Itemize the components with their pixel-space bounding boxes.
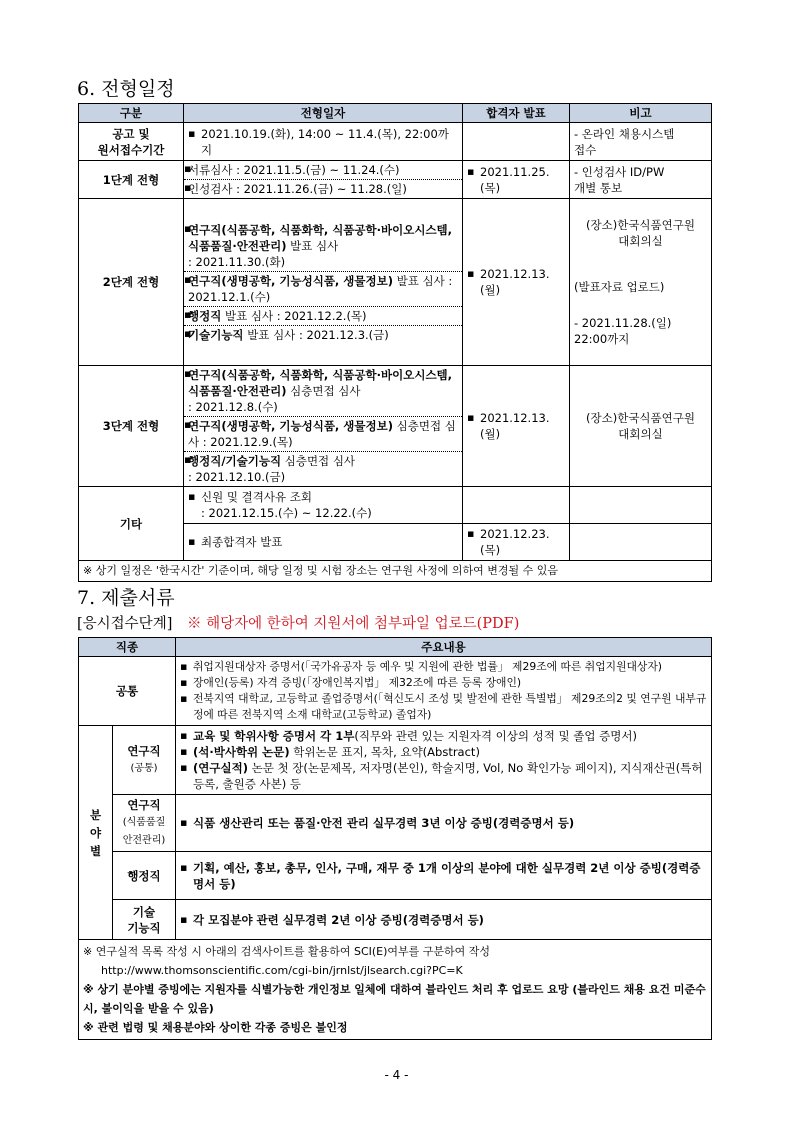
stage1-result: ▪ 2021.11.25.(목) bbox=[467, 164, 565, 196]
stage2-note-place: (장소)한국식품연구원 대회의실 bbox=[586, 218, 695, 248]
stage3-date-1: ▪ 연구직(식품공학, 식품화학, 식품공학·바이오시스템, 식품품질·안전관리) 심층면접 심사 : 2021.12.8.(수) bbox=[184, 366, 462, 416]
stage1-date-2: ▪ 인성검사 : 2021.11.26.(금) ~ 11.28.(일) bbox=[184, 179, 462, 198]
docs-footnote-3: ※ 관련 법령 및 채용분야와 상이한 각종 증빙은 불인정 bbox=[83, 1021, 348, 1034]
notice-note: - 온라인 채용시스템 접수 bbox=[570, 123, 712, 161]
row-label-notice: 공고 및 원서접수기간 bbox=[79, 123, 184, 161]
schedule-table bbox=[78, 103, 712, 582]
research-item-1: ▪ 교육 및 학위사항 증명서 각 1부(직무와 관련 있는 지원자격 이상의 성적 및 졸업 증명서) bbox=[180, 728, 707, 744]
col-header-date: 전형일자 bbox=[184, 104, 463, 123]
stage2-result: ▪ 2021.12.13.(월) bbox=[467, 266, 565, 298]
col-header-job: 직종 bbox=[79, 638, 176, 657]
row-sublabel-quality: (식품품질 안전관리) bbox=[122, 817, 166, 846]
stage1-date-1: ▪ 서류심사 : 2021.11.5.(금) ~ 11.24.(수) bbox=[184, 161, 462, 179]
section-7-title: 7. 제출서류 bbox=[77, 587, 175, 609]
row-label-tech: 기술 기능직 bbox=[113, 900, 176, 940]
stage3-result: ▪ 2021.12.13.(월) bbox=[467, 410, 565, 442]
stage2-date-4: ▪ 기술기능직 발표 심사 : 2021.12.3.(금) bbox=[184, 325, 462, 344]
stage2-date-3: ▪ 행정직 발표 심사 : 2021.12.2.(목) bbox=[184, 306, 462, 325]
common-item-3: ▪ 전북지역 대학교, 고등학교 졸업증명서(「혁신도시 조성 및 발전에 관한 특별법」 제29조의2 및 연구원 내부규정에 따른 전북지역 소재 대학교(고등학교) 졸업자) bbox=[180, 691, 707, 723]
stage3-date-3: ▪ 행정직/기술기능직 심층면접 심사 : 2021.12.10.(금) bbox=[184, 451, 462, 486]
quality-item-1: ▪ 식품 생산관리 또는 품질·안전 관리 실무경력 3년 이상 증빙(경력증명서 등) bbox=[180, 815, 707, 831]
col-header-result: 합격자 발표 bbox=[463, 104, 570, 123]
col-header-content: 주요내용 bbox=[176, 638, 712, 657]
col-header-note: 비고 bbox=[570, 104, 712, 123]
research-item-3: ▪ (연구실적) 논문 첫 장(논문제목, 저자명(본인), 학술지명, Vol, No 확인가능 페이지), 지식재산권(특허 등록, 출원증 사본) 등 bbox=[180, 760, 707, 792]
etc-result: ▪ 2021.12.23.(목) bbox=[467, 526, 565, 558]
stage3-note: (장소)한국식품연구원 대회의실 bbox=[570, 366, 712, 487]
row-label-etc: 기타 bbox=[79, 487, 184, 561]
etc-date-1: ▪ 신원 및 결격사유 조회 : 2021.12.15.(수) ~ 12.22.(수) bbox=[188, 489, 458, 521]
row-label-research: 연구직 bbox=[127, 744, 161, 758]
common-item-2: ▪ 장애인(등록) 자격 증빙(「장애인복지법」 제32조에 따른 등록 장애인) bbox=[180, 675, 707, 691]
section-7-upload-notice: ※ 해당자에 한하여 지원서에 첨부파일 업로드(PDF) bbox=[186, 616, 520, 632]
section-6-title: 6. 전형일정 bbox=[77, 78, 175, 100]
documents-table bbox=[78, 637, 712, 1040]
row-label-admin: 행정직 bbox=[113, 852, 176, 900]
schedule-footnote: ※ 상기 일정은 '한국시간' 기준이며, 해당 일정 및 시험 장소는 연구원 사정에 의하여 변경될 수 있음 bbox=[79, 561, 712, 582]
col-header-category: 구분 bbox=[79, 104, 184, 123]
page-number: - 4 - bbox=[384, 1068, 409, 1082]
row-label-stage2: 2단계 전형 bbox=[79, 199, 184, 366]
stage2-date-2: ▪ 연구직(생명공학, 기능성식품, 생물정보) 발표 심사 : 2021.12.1.(수) bbox=[184, 271, 462, 306]
tech-item-1: ▪ 각 모집분야 관련 실무경력 2년 이상 증빙(경력증명서 등) bbox=[180, 912, 707, 928]
docs-footnote-1: ※ 연구실적 목록 작성 시 아래의 검색사이트를 활용하여 SCI(E)여부를 구분하여 작성 bbox=[83, 945, 491, 958]
common-item-1: ▪ 취업지원대상자 증명서(「국가유공자 등 예우 및 지원에 관한 법률」 제29조에 따른 취업지원대상자) bbox=[180, 659, 707, 675]
row-label-quality: 연구직 bbox=[127, 798, 161, 812]
docs-footnote-url: http://www.thomsonscientific.com/cgi-bin/jrnlst/jlsearch.cgi?PC=K bbox=[101, 964, 463, 977]
stage1-note: - 인성검사 ID/PW 개별 통보 bbox=[570, 161, 712, 199]
stage2-note-deadline: - 2021.11.28.(일) 22:00까지 bbox=[574, 316, 672, 346]
group-label-by-field: 분 야 별 bbox=[79, 726, 113, 940]
stage2-date-1: ▪ 연구직(식품공학, 식품화학, 식품공학·바이오시스템, 식품품질·안전관리) 발표 심사 : 2021.11.30.(화) bbox=[184, 221, 462, 271]
admin-item-1: ▪ 기획, 예산, 홍보, 총무, 인사, 구매, 재무 중 1개 이상의 분야에 대한 실무경력 2년 이상 증빙(경력증명서 등) bbox=[180, 860, 707, 892]
stage3-date-2: ▪ 연구직(생명공학, 기능성식품, 생물정보) 심층면접 심사 : 2021.12.9.(목) bbox=[184, 416, 462, 451]
row-label-stage1: 1단계 전형 bbox=[79, 161, 184, 199]
docs-footnote-2: ※ 상기 분야별 증빙에는 지원자를 식별가능한 개인정보 일체에 대하여 블라인드 처리 후 업로드 요망 (블라인드 채용 요건 미준수 시, 불이익을 받을 수 있음) bbox=[83, 983, 706, 1015]
notice-date: ▪ 2021.10.19.(화), 14:00 ~ 11.4.(목), 22:00까지 bbox=[188, 126, 458, 158]
research-item-2: ▪ (석·박사학위 논문) 학위논문 표지, 목차, 요약(Abstract) bbox=[180, 744, 707, 760]
row-sublabel-research: (공통) bbox=[130, 763, 158, 774]
stage2-note-upload: (발표자료 업로드) bbox=[574, 280, 665, 294]
row-label-common: 공통 bbox=[79, 657, 176, 726]
row-label-stage3: 3단계 전형 bbox=[79, 366, 184, 487]
section-7-subtitle: [응시접수단계] bbox=[77, 616, 173, 632]
etc-date-2: ▪ 최종합격자 발표 bbox=[188, 534, 458, 550]
